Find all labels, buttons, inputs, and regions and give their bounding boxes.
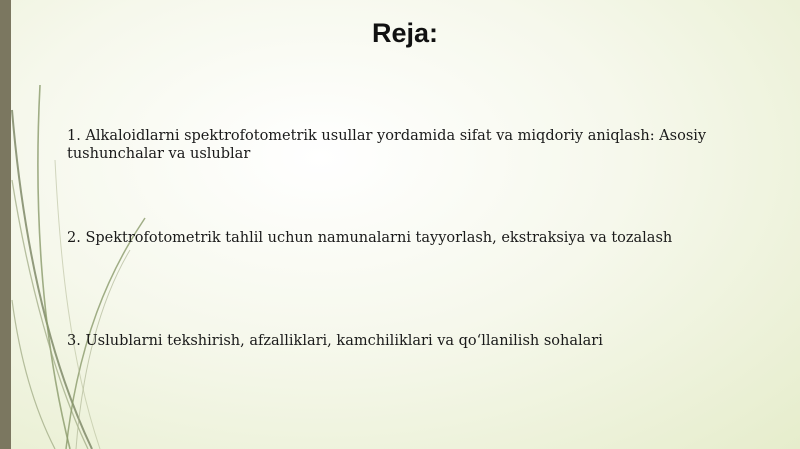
left-accent-bar bbox=[0, 0, 11, 449]
plan-item-1: 1. Alkaloidlarni spektrofotometrik usullar yordamida sifat va miqdoriy aniqlash: Asosiy tushunchalar va uslublar bbox=[67, 128, 707, 162]
plan-item-2: 2. Spektrofotometrik tahlil uchun namunalarni tayyorlash, ekstraksiya va tozalash bbox=[67, 230, 673, 246]
plan-item-3: 3. Uslublarni tekshirish, afzalliklari, kamchiliklari va qo‘llanilish sohalari bbox=[67, 333, 603, 349]
slide-title: Reja: bbox=[371, 18, 439, 48]
